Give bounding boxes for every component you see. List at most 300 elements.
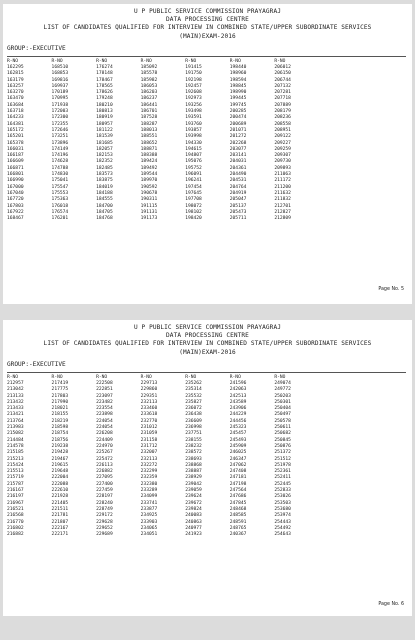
roll-number-cell: 204531 bbox=[229, 178, 247, 184]
roll-number-cell: 192973 bbox=[185, 96, 202, 102]
roll-number-cell: 198990 bbox=[229, 90, 247, 96]
roll-number-cell: 198594 bbox=[229, 77, 247, 83]
roll-number-cell: 194330 bbox=[185, 140, 202, 146]
roll-number-cell: 237751 bbox=[185, 431, 202, 437]
roll-number-cell: 217990 bbox=[51, 399, 69, 405]
roll-number-cell: 166031 bbox=[7, 146, 24, 152]
roll-number-cell: 229689 bbox=[96, 532, 113, 538]
page-number: Page No. 6 bbox=[378, 602, 404, 607]
roll-number-cell: 211200 bbox=[274, 184, 291, 190]
roll-number-cell: 212701 bbox=[274, 203, 291, 209]
column-values bbox=[96, 381, 141, 538]
roll-number-cell: 193256 bbox=[185, 102, 202, 108]
roll-number-cell: 222167 bbox=[51, 525, 69, 531]
roll-number-cell: 184700 bbox=[96, 203, 113, 209]
roll-number-cell: 180957 bbox=[96, 121, 113, 127]
roll-number-cell: 233903 bbox=[140, 519, 158, 525]
roll-number-cell: 215787 bbox=[7, 481, 24, 487]
roll-number-cell: 186441 bbox=[140, 102, 158, 108]
roll-number-cell: 253026 bbox=[274, 494, 291, 500]
roll-number-cell: 238929 bbox=[185, 475, 202, 481]
roll-number-cell: 229351 bbox=[140, 393, 158, 399]
column-header: R-NO bbox=[96, 375, 108, 380]
roll-number-cell: 222508 bbox=[96, 381, 113, 386]
table-column bbox=[52, 59, 97, 222]
roll-number-cell: 213421 bbox=[7, 412, 24, 418]
roll-number-cell: 204361 bbox=[229, 165, 247, 171]
roll-number-cell: 247181 bbox=[229, 475, 247, 481]
roll-number-cell: 250301 bbox=[274, 399, 291, 405]
roll-number-cell: 182352 bbox=[96, 159, 113, 165]
roll-number-cell: 178148 bbox=[96, 71, 113, 77]
roll-number-cell: 162815 bbox=[7, 71, 24, 77]
roll-number-cell: 178565 bbox=[96, 83, 113, 89]
roll-number-cell: 253974 bbox=[274, 513, 291, 519]
roll-number-cell: 168467 bbox=[7, 216, 24, 222]
roll-number-cell: 244229 bbox=[229, 412, 247, 418]
roll-number-cell: 222004 bbox=[51, 475, 69, 481]
roll-number-cell: 248591 bbox=[229, 519, 247, 525]
roll-number-cell: 183875 bbox=[96, 178, 113, 184]
roll-number-cell: 167922 bbox=[7, 209, 24, 215]
roll-number-cell: 226113 bbox=[96, 462, 113, 468]
group-label: GROUP:-EXECUTIVE bbox=[7, 360, 66, 368]
roll-number-cell: 238887 bbox=[185, 469, 202, 475]
roll-number-cell: 252411 bbox=[274, 475, 291, 481]
roll-number-cell: 205711 bbox=[229, 216, 247, 222]
roll-number-cell: 231712 bbox=[140, 443, 158, 449]
roll-number-cell: 245909 bbox=[229, 443, 247, 449]
roll-number-cell: 238155 bbox=[185, 437, 202, 443]
roll-number-cell: 188013 bbox=[140, 127, 158, 133]
roll-number-cell: 174628 bbox=[51, 159, 69, 165]
roll-number-cell: 254492 bbox=[274, 525, 291, 531]
roll-number-cell: 233460 bbox=[140, 406, 158, 412]
roll-number-cell: 207889 bbox=[274, 102, 291, 108]
roll-number-cell: 250404 bbox=[274, 406, 291, 412]
roll-number-cell: 205137 bbox=[229, 203, 247, 209]
roll-number-cell: 245323 bbox=[229, 425, 247, 431]
roll-number-cell: 215082 bbox=[7, 431, 24, 437]
roll-number-cell: 180210 bbox=[96, 102, 113, 108]
column-values bbox=[52, 381, 97, 538]
roll-number-cell: 232113 bbox=[140, 456, 158, 462]
roll-number-cell: 207281 bbox=[274, 90, 291, 96]
roll-number-cell: 232359 bbox=[140, 475, 158, 481]
roll-number-cell: 209259 bbox=[274, 146, 291, 152]
roll-number-cell: 253503 bbox=[274, 500, 291, 506]
roll-number-cell: 251978 bbox=[274, 462, 291, 468]
commission-title: U P PUBLIC SERVICE COMMISSION PRAYAGRAJ bbox=[134, 324, 281, 331]
roll-number-cell: 235262 bbox=[185, 381, 202, 386]
document-page-5 bbox=[3, 4, 412, 304]
roll-number-cell: 250497 bbox=[274, 412, 291, 418]
roll-number-cell: 176018 bbox=[51, 203, 69, 209]
roll-number-cell: 227400 bbox=[96, 481, 113, 487]
roll-number-cell: 182153 bbox=[96, 153, 113, 159]
roll-number-cell: 233877 bbox=[140, 506, 158, 512]
roll-number-cell: 252445 bbox=[274, 481, 291, 487]
column-header: R-NO bbox=[185, 59, 197, 64]
roll-number-cell: 184019 bbox=[96, 184, 113, 190]
roll-number-cell: 232007 bbox=[140, 450, 158, 456]
roll-number-cell: 209893 bbox=[274, 165, 291, 171]
roll-number-cell: 209122 bbox=[274, 134, 291, 140]
column-values bbox=[185, 381, 230, 538]
roll-number-cell: 214484 bbox=[7, 437, 24, 443]
roll-number-cell: 248468 bbox=[229, 506, 247, 512]
roll-number-cell: 215213 bbox=[7, 456, 24, 462]
column-values bbox=[230, 381, 275, 538]
roll-number-cell: 239624 bbox=[185, 494, 202, 500]
roll-number-cell: 195752 bbox=[185, 165, 202, 171]
roll-number-cell: 249074 bbox=[274, 381, 291, 386]
roll-number-cell: 207718 bbox=[274, 96, 291, 102]
roll-number-cell: 238868 bbox=[185, 462, 202, 468]
roll-number-cell: 198960 bbox=[229, 71, 247, 77]
roll-number-cell: 205047 bbox=[229, 197, 247, 203]
roll-number-cell: 191750 bbox=[185, 71, 202, 77]
roll-number-cell: 192198 bbox=[185, 77, 202, 83]
roll-number-cell: 248765 bbox=[229, 525, 247, 531]
roll-number-cell: 172300 bbox=[51, 115, 69, 121]
roll-number-cell: 215719 bbox=[7, 475, 24, 481]
roll-number-cell: 163470 bbox=[7, 96, 24, 102]
header-separator bbox=[7, 372, 406, 373]
roll-number-cell: 240367 bbox=[229, 532, 247, 538]
roll-number-cell: 239672 bbox=[185, 500, 202, 506]
roll-number-cell: 209730 bbox=[274, 159, 291, 165]
list-title: LIST OF CANDIDATES QUALIFIED FOR INTERVIEW IN COMBINED STATE/UPPER SUBORDINATE SERVICES bbox=[43, 340, 372, 348]
roll-number-cell: 249772 bbox=[274, 387, 291, 393]
roll-number-cell: 231012 bbox=[140, 425, 158, 431]
roll-number-cell: 190311 bbox=[140, 197, 158, 203]
roll-number-cell: 209227 bbox=[274, 140, 291, 146]
column-values bbox=[230, 65, 275, 222]
roll-number-cell: 212809 bbox=[274, 216, 291, 222]
roll-number-cell: 204919 bbox=[229, 190, 247, 196]
commission-title: U P PUBLIC SERVICE COMMISSION PRAYAGRAJ bbox=[134, 8, 281, 15]
roll-number-cell: 167720 bbox=[7, 197, 24, 203]
roll-number-cell: 247062 bbox=[229, 462, 247, 468]
roll-number-cell: 215424 bbox=[7, 462, 24, 468]
roll-number-cell: 247686 bbox=[229, 494, 247, 500]
roll-number-cell: 217803 bbox=[51, 393, 69, 399]
roll-number-cell: 166801 bbox=[7, 172, 24, 178]
roll-number-cell: 186237 bbox=[140, 96, 158, 102]
roll-number-cell: 222088 bbox=[51, 481, 69, 487]
centre-title: DATA PROCESSING CENTRE bbox=[166, 16, 249, 24]
roll-number-cell: 215513 bbox=[7, 469, 24, 475]
column-header: R-NO bbox=[185, 375, 197, 380]
roll-number-cell: 208179 bbox=[274, 109, 291, 115]
roll-number-cell: 211832 bbox=[274, 197, 291, 203]
roll-number-cell: 182485 bbox=[96, 165, 113, 171]
roll-number-cell: 166187 bbox=[7, 153, 24, 159]
column-values bbox=[274, 381, 319, 538]
roll-number-cell: 167000 bbox=[7, 184, 24, 190]
roll-number-cell: 192457 bbox=[185, 83, 202, 89]
table-column bbox=[274, 59, 319, 222]
roll-number-cell: 233289 bbox=[140, 488, 158, 494]
table-column bbox=[52, 375, 97, 538]
roll-number-table bbox=[7, 375, 408, 538]
roll-number-cell: 253680 bbox=[274, 506, 291, 512]
roll-number-cell: 174830 bbox=[51, 172, 69, 178]
roll-number-cell: 221405 bbox=[51, 500, 69, 506]
roll-number-cell: 222171 bbox=[51, 532, 69, 538]
roll-number-cell: 235314 bbox=[185, 387, 202, 393]
roll-number-cell: 222851 bbox=[96, 387, 113, 393]
centre-title: DATA PROCESSING CENTRE bbox=[166, 332, 249, 340]
roll-number-cell: 224054 bbox=[96, 418, 113, 424]
roll-number-cell: 176274 bbox=[96, 65, 113, 70]
roll-number-cell: 227095 bbox=[96, 475, 113, 481]
roll-number-cell: 213983 bbox=[7, 425, 24, 431]
roll-number-cell: 163179 bbox=[7, 77, 24, 83]
roll-number-cell: 178626 bbox=[96, 90, 113, 96]
roll-number-cell: 252361 bbox=[274, 469, 291, 475]
roll-number-cell: 232770 bbox=[140, 418, 158, 424]
column-header: R-NO bbox=[140, 59, 152, 64]
table-column bbox=[230, 375, 275, 538]
roll-number-cell: 185092 bbox=[140, 65, 158, 70]
roll-number-cell: 239059 bbox=[185, 488, 202, 494]
roll-number-cell: 200285 bbox=[229, 109, 247, 115]
roll-number-cell: 193857 bbox=[185, 127, 202, 133]
roll-number-cell: 163257 bbox=[7, 83, 24, 89]
roll-number-cell: 215185 bbox=[7, 450, 24, 456]
column-values bbox=[141, 381, 186, 538]
roll-number-cell: 229628 bbox=[96, 519, 113, 525]
roll-number-cell: 200689 bbox=[229, 121, 247, 127]
roll-number-cell: 232272 bbox=[140, 462, 158, 468]
roll-number-cell: 162295 bbox=[7, 65, 24, 70]
roll-number-cell: 246347 bbox=[229, 456, 247, 462]
roll-number-cell: 180813 bbox=[96, 109, 113, 115]
roll-number-cell: 219428 bbox=[51, 450, 69, 456]
roll-number-cell: 207132 bbox=[274, 83, 291, 89]
roll-number-cell: 219238 bbox=[51, 443, 69, 449]
roll-number-cell: 184188 bbox=[96, 190, 113, 196]
roll-number-cell: 242513 bbox=[229, 393, 247, 399]
roll-number-cell: 202268 bbox=[229, 140, 247, 146]
roll-number-cell: 218219 bbox=[51, 418, 69, 424]
roll-number-cell: 165201 bbox=[7, 134, 24, 140]
roll-number-cell: 176201 bbox=[51, 216, 69, 222]
roll-number-cell: 235827 bbox=[185, 399, 202, 405]
roll-number-cell: 247845 bbox=[229, 500, 247, 506]
roll-number-cell: 189492 bbox=[140, 165, 158, 171]
roll-number-cell: 189970 bbox=[140, 178, 158, 184]
roll-number-cell: 174196 bbox=[51, 153, 69, 159]
roll-number-cell: 212827 bbox=[274, 209, 291, 215]
roll-number-cell: 193498 bbox=[185, 109, 202, 115]
roll-number-cell: 254643 bbox=[274, 532, 291, 538]
roll-number-cell: 217775 bbox=[51, 387, 69, 393]
roll-number-cell: 193591 bbox=[185, 115, 202, 121]
roll-number-cell: 227459 bbox=[96, 488, 113, 494]
roll-number-cell: 201071 bbox=[229, 127, 247, 133]
table-column bbox=[7, 59, 52, 222]
column-header: R-NO bbox=[96, 59, 108, 64]
roll-number-cell: 179248 bbox=[96, 96, 113, 102]
roll-number-cell: 232299 bbox=[140, 469, 158, 475]
roll-number-cell: 208558 bbox=[274, 121, 291, 127]
roll-number-cell: 195076 bbox=[185, 159, 202, 165]
roll-number-cell: 216967 bbox=[7, 500, 24, 506]
column-header: R-NO bbox=[229, 375, 241, 380]
roll-number-cell: 180919 bbox=[96, 115, 113, 121]
roll-number-cell: 212957 bbox=[7, 381, 24, 386]
roll-number-cell: 204490 bbox=[229, 172, 247, 178]
roll-number-cell: 164381 bbox=[7, 121, 24, 127]
roll-number-cell: 232113 bbox=[140, 399, 158, 405]
roll-number-cell: 192608 bbox=[185, 90, 202, 96]
roll-number-cell: 213433 bbox=[7, 406, 24, 412]
roll-number-cell: 233618 bbox=[140, 412, 158, 418]
roll-number-cell: 216802 bbox=[7, 525, 24, 531]
roll-number-cell: 228749 bbox=[96, 506, 113, 512]
roll-number-cell: 208236 bbox=[274, 115, 291, 121]
list-title: LIST OF CANDIDATES QUALIFIED FOR INTERVIEW IN COMBINED STATE/UPPER SUBORDINATE SERVICES bbox=[43, 24, 372, 32]
roll-number-cell: 250203 bbox=[274, 393, 291, 399]
roll-number-cell: 250876 bbox=[274, 443, 291, 449]
roll-number-cell: 178467 bbox=[96, 77, 113, 83]
exam-title: (MAIN)EXAM-2016 bbox=[179, 348, 236, 356]
roll-number-cell: 250845 bbox=[274, 437, 291, 443]
roll-number-cell: 218756 bbox=[51, 437, 69, 443]
roll-number-cell: 216197 bbox=[7, 494, 24, 500]
roll-number-cell: 248585 bbox=[229, 513, 247, 519]
roll-number-cell: 223554 bbox=[96, 406, 113, 412]
roll-number-cell: 229172 bbox=[96, 513, 113, 519]
roll-number-cell: 169937 bbox=[51, 83, 69, 89]
table-column bbox=[96, 375, 141, 538]
roll-number-cell: 211172 bbox=[274, 178, 291, 184]
roll-number-cell: 185578 bbox=[140, 71, 158, 77]
roll-number-cell: 219648 bbox=[51, 469, 69, 475]
roll-number-cell: 235532 bbox=[185, 393, 202, 399]
roll-number-cell: 181685 bbox=[96, 140, 113, 146]
roll-number-cell: 172355 bbox=[51, 121, 69, 127]
roll-number-cell: 193760 bbox=[185, 121, 202, 127]
roll-number-cell: 176574 bbox=[51, 209, 69, 215]
column-values bbox=[274, 65, 319, 222]
roll-number-cell: 240863 bbox=[185, 519, 202, 525]
roll-number-cell: 232380 bbox=[140, 481, 158, 487]
roll-number-cell: 238572 bbox=[185, 450, 202, 456]
roll-number-cell: 200474 bbox=[229, 115, 247, 121]
roll-number-cell: 206012 bbox=[274, 65, 291, 70]
roll-number-cell: 224054 bbox=[96, 425, 113, 431]
roll-number-cell: 188551 bbox=[140, 134, 158, 140]
roll-number-cell: 204764 bbox=[229, 184, 247, 190]
roll-number-cell: 187528 bbox=[140, 115, 158, 121]
roll-number-cell: 189544 bbox=[140, 172, 158, 178]
roll-number-cell: 186053 bbox=[140, 83, 158, 89]
roll-number-cell: 163684 bbox=[7, 102, 24, 108]
roll-number-cell: 213042 bbox=[7, 387, 24, 393]
roll-number-cell: 198072 bbox=[185, 203, 202, 209]
roll-number-cell: 191131 bbox=[140, 209, 158, 215]
table-column bbox=[141, 59, 186, 222]
column-header: R-NO bbox=[51, 59, 63, 64]
roll-number-cell: 228240 bbox=[96, 500, 113, 506]
roll-number-cell: 240083 bbox=[185, 513, 202, 519]
roll-number-cell: 250578 bbox=[274, 418, 291, 424]
roll-number-cell: 168510 bbox=[51, 65, 69, 70]
roll-number-cell: 194807 bbox=[185, 153, 202, 159]
roll-number-cell: 239042 bbox=[185, 481, 202, 487]
roll-number-cell: 213764 bbox=[7, 418, 24, 424]
roll-number-cell: 183573 bbox=[96, 172, 113, 178]
roll-number-cell: 224409 bbox=[96, 437, 113, 443]
roll-number-cell: 184705 bbox=[96, 209, 113, 215]
roll-number-cell: 190678 bbox=[140, 190, 158, 196]
roll-number-cell: 218754 bbox=[51, 431, 69, 437]
roll-number-cell: 234925 bbox=[140, 513, 158, 519]
column-values bbox=[141, 65, 186, 222]
roll-number-cell: 246025 bbox=[229, 450, 247, 456]
roll-number-cell: 197645 bbox=[185, 190, 202, 196]
roll-number-cell: 247564 bbox=[229, 488, 247, 494]
table-column bbox=[185, 59, 230, 222]
roll-number-cell: 219615 bbox=[51, 462, 69, 468]
roll-number-cell: 205473 bbox=[229, 209, 247, 215]
roll-number-cell: 198102 bbox=[185, 209, 202, 215]
column-header: R-NO bbox=[274, 375, 286, 380]
roll-number-cell: 203141 bbox=[229, 153, 247, 159]
roll-number-cell: 167040 bbox=[7, 190, 24, 196]
roll-number-cell: 231158 bbox=[140, 437, 158, 443]
roll-number-table bbox=[7, 59, 408, 222]
roll-number-cell: 172646 bbox=[51, 127, 69, 133]
roll-number-cell: 252833 bbox=[274, 488, 291, 494]
roll-number-cell: 204031 bbox=[229, 159, 247, 165]
roll-number-cell: 171938 bbox=[51, 102, 69, 108]
roll-number-cell: 241923 bbox=[185, 532, 202, 538]
roll-number-cell: 194615 bbox=[185, 146, 202, 152]
roll-number-cell: 244456 bbox=[229, 418, 247, 424]
roll-number-cell: 198845 bbox=[229, 83, 247, 89]
roll-number-cell: 221807 bbox=[51, 519, 69, 525]
roll-number-cell: 229713 bbox=[140, 381, 158, 386]
group-label: GROUP:-EXECUTIVE bbox=[7, 44, 66, 52]
roll-number-cell: 168853 bbox=[51, 71, 69, 77]
column-header: R-NO bbox=[274, 59, 286, 64]
roll-number-cell: 234065 bbox=[140, 525, 158, 531]
table-column bbox=[274, 375, 319, 538]
roll-number-cell: 250611 bbox=[274, 425, 291, 431]
roll-number-cell: 182057 bbox=[96, 146, 113, 152]
roll-number-cell: 218021 bbox=[51, 406, 69, 412]
roll-number-cell: 245457 bbox=[229, 431, 247, 437]
column-header: R-NO bbox=[7, 375, 19, 380]
roll-number-cell: 197708 bbox=[185, 197, 202, 203]
roll-number-cell: 223482 bbox=[96, 399, 113, 405]
roll-number-cell: 189424 bbox=[140, 159, 158, 165]
roll-number-cell: 175363 bbox=[51, 197, 69, 203]
roll-number-cell: 209307 bbox=[274, 153, 291, 159]
roll-number-cell: 198420 bbox=[185, 216, 202, 222]
column-header: R-NO bbox=[140, 375, 152, 380]
roll-number-cell: 216167 bbox=[7, 488, 24, 494]
roll-number-cell: 236072 bbox=[185, 406, 202, 412]
roll-number-cell: 251512 bbox=[274, 456, 291, 462]
roll-number-cell: 196241 bbox=[185, 178, 202, 184]
roll-number-cell: 245493 bbox=[229, 437, 247, 443]
